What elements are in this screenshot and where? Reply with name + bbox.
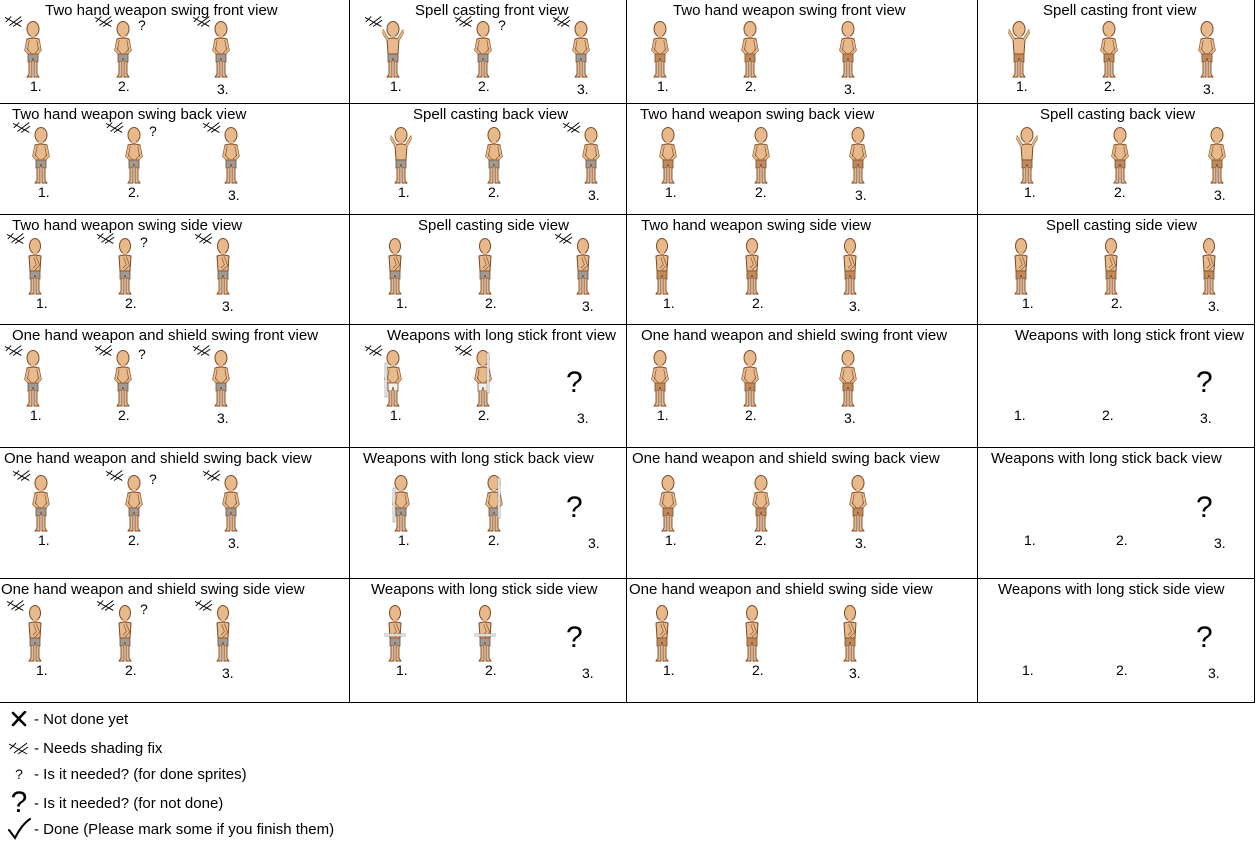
- legend-text-needed-done: - Is it needed? (for done sprites): [34, 765, 247, 783]
- sprite-frame-3: [220, 126, 242, 184]
- grid-cell: [350, 325, 627, 448]
- frame-number: 2.: [128, 184, 140, 200]
- pen-icon: [105, 120, 125, 134]
- cell-title: Spell casting side view: [418, 217, 569, 234]
- pen-icon: [454, 14, 474, 28]
- cell-title: Weapons with long stick back view: [363, 450, 594, 467]
- pen-icon: [4, 14, 24, 28]
- frame-number: 2.: [125, 662, 137, 678]
- sprite-frame-1: [390, 474, 412, 532]
- sprite-frame-2: [474, 237, 496, 295]
- grid-cell: [627, 579, 978, 703]
- sprite-frame-2: [472, 20, 494, 78]
- question-small-icon: ?: [140, 234, 148, 250]
- frame-number: 1.: [657, 78, 669, 94]
- frame-number: 3.: [1203, 81, 1215, 97]
- sprite-frame-2: [750, 126, 772, 184]
- legend-row-needed-not-done: [4, 786, 224, 819]
- cell-title: Weapons with long stick side view: [998, 581, 1225, 598]
- sprite-frame-1: [649, 20, 671, 78]
- sprite-frame-1: [1010, 237, 1032, 295]
- legend-text-not-done: - Not done yet: [34, 710, 129, 728]
- pen-icon: [364, 343, 384, 357]
- pen-icon: [4, 343, 24, 357]
- frame-number: 3.: [849, 298, 861, 314]
- sprite-frame-3: [572, 237, 594, 295]
- frame-number: 1.: [1022, 295, 1034, 311]
- frame-number: 1.: [1016, 78, 1028, 94]
- frame-number: 3.: [844, 410, 856, 426]
- grid-cell: [0, 448, 350, 579]
- sprite-frame-2: [112, 20, 134, 78]
- sprite-frame-3: [212, 604, 234, 662]
- sprite-frame-3: [580, 126, 602, 184]
- frame-number: 2.: [1104, 78, 1116, 94]
- legend-row-not-done: [4, 706, 128, 732]
- grid-cell: [978, 0, 1255, 104]
- pen-icon: [192, 14, 212, 28]
- sprite-frame-2: [739, 349, 761, 407]
- frame-number: 1.: [657, 407, 669, 423]
- grid-cell: [978, 215, 1255, 325]
- sprite-frame-1: [390, 126, 412, 184]
- question-small-icon: ?: [149, 471, 157, 487]
- frame-number: 1.: [663, 295, 675, 311]
- frame-number: 3.: [222, 298, 234, 314]
- frame-number: 2.: [1111, 295, 1123, 311]
- sprite-frame-3: [837, 349, 859, 407]
- frame-number: 1.: [30, 407, 42, 423]
- sprite-frame-1: [649, 349, 671, 407]
- pen-icon: [202, 120, 222, 134]
- sprite-frame-2: [741, 604, 763, 662]
- sprite-frame-2: [114, 604, 136, 662]
- grid-cell: [0, 0, 350, 104]
- frame-number: 3.: [849, 665, 861, 681]
- sprite-frame-1: [1016, 126, 1038, 184]
- question-big-icon: ?: [10, 786, 28, 819]
- question-big-icon: ?: [566, 366, 583, 399]
- frame-number: 3.: [1200, 410, 1212, 426]
- question-big-icon: ?: [566, 491, 583, 524]
- frame-number: 3.: [588, 187, 600, 203]
- grid-cell: [350, 0, 627, 104]
- sprite-frame-1: [651, 237, 673, 295]
- legend-row-done: [4, 816, 334, 842]
- question-big-icon: ?: [1196, 491, 1213, 524]
- legend-text-needed-not-done: - Is it needed? (for not done): [34, 794, 224, 812]
- pen-icon: [96, 598, 116, 612]
- frame-number: 2.: [755, 532, 767, 548]
- frame-number: 3.: [582, 298, 594, 314]
- frame-number: 3.: [855, 535, 867, 551]
- legend-text-shading: - Needs shading fix: [34, 739, 163, 757]
- cell-title: One hand weapon and shield swing front view: [12, 327, 319, 344]
- frame-number: 3.: [228, 535, 240, 551]
- grid-cell: [0, 104, 350, 215]
- frame-number: 1.: [665, 532, 677, 548]
- sprite-frame-2: [483, 126, 505, 184]
- frame-number: 1.: [396, 662, 408, 678]
- sprite-frame-1: [30, 126, 52, 184]
- frame-number: 3.: [577, 81, 589, 97]
- cell-title: Weapons with long stick front view: [387, 327, 616, 344]
- frame-number: 1.: [663, 662, 675, 678]
- sprite-frame-3: [839, 237, 861, 295]
- frame-number: 1.: [390, 78, 402, 94]
- pen-icon: [6, 598, 26, 612]
- sprite-frame-1: [382, 20, 404, 78]
- frame-number: 2.: [125, 295, 137, 311]
- frame-number: 1.: [30, 78, 42, 94]
- sprite-frame-2: [1100, 237, 1122, 295]
- grid-cell: [0, 215, 350, 325]
- frame-number: 3.: [1214, 535, 1226, 551]
- grid-cell: [978, 325, 1255, 448]
- frame-number: 3.: [217, 410, 229, 426]
- frame-number: 1.: [398, 184, 410, 200]
- frame-number: 3.: [577, 410, 589, 426]
- cell-title: One hand weapon and shield swing side view: [629, 581, 933, 598]
- frame-number: 2.: [488, 184, 500, 200]
- sprite-frame-3: [839, 604, 861, 662]
- question-small-icon: ?: [149, 123, 157, 139]
- sprite-frame-1: [384, 237, 406, 295]
- pen-icon: [552, 14, 572, 28]
- pen-icon: [94, 14, 114, 28]
- frame-number: 3.: [582, 665, 594, 681]
- frame-number: 2.: [485, 295, 497, 311]
- frame-number: 1.: [38, 532, 50, 548]
- frame-number: 2.: [1116, 532, 1128, 548]
- grid-cell: [978, 448, 1255, 579]
- cell-title: Two hand weapon swing back view: [12, 106, 247, 123]
- frame-number: 2.: [752, 295, 764, 311]
- grid-cell: [350, 215, 627, 325]
- sprite-frame-1: [651, 604, 673, 662]
- frame-number: 1.: [36, 295, 48, 311]
- cell-title: Weapons with long stick back view: [991, 450, 1222, 467]
- check-icon: [4, 818, 34, 840]
- grid-cell: [627, 325, 978, 448]
- frame-number: 2.: [478, 407, 490, 423]
- frame-number: 1.: [1014, 407, 1026, 423]
- sprite-frame-1: [22, 349, 44, 407]
- sprite-frame-2: [472, 349, 494, 407]
- sprite-frame-1: [384, 604, 406, 662]
- pen-icon: [96, 231, 116, 245]
- grid-cell: [627, 448, 978, 579]
- cell-title: Spell casting back view: [1040, 106, 1196, 123]
- cell-title: Spell casting back view: [413, 106, 569, 123]
- sprite-frame-1: [657, 474, 679, 532]
- grid-cell: [627, 215, 978, 325]
- pen-icon: [554, 231, 574, 245]
- frame-number: 2.: [118, 407, 130, 423]
- frame-number: 2.: [1116, 662, 1128, 678]
- sprite-frame-2: [1109, 126, 1131, 184]
- sprite-frame-3: [847, 474, 869, 532]
- pen-icon: [4, 741, 34, 755]
- frame-number: 1.: [1024, 532, 1036, 548]
- grid-cell: [350, 448, 627, 579]
- frame-number: 1.: [398, 532, 410, 548]
- sprite-frame-2: [114, 237, 136, 295]
- grid-cell: [0, 579, 350, 703]
- sprite-frame-3: [1196, 20, 1218, 78]
- frame-number: 1.: [1022, 662, 1034, 678]
- pen-icon: [12, 468, 32, 482]
- frame-number: 2.: [1114, 184, 1126, 200]
- cross-icon: [4, 711, 34, 727]
- question-big-icon: ?: [1196, 621, 1213, 654]
- frame-number: 2.: [118, 78, 130, 94]
- pen-icon: [12, 120, 32, 134]
- frame-number: 2.: [1102, 407, 1114, 423]
- frame-number: 1.: [36, 662, 48, 678]
- grid-cell: [978, 104, 1255, 215]
- sprite-frame-1: [657, 126, 679, 184]
- cell-title: Weapons with long stick side view: [371, 581, 598, 598]
- frame-number: 3.: [855, 187, 867, 203]
- sprite-frame-2: [483, 474, 505, 532]
- sprite-frame-3: [1206, 126, 1228, 184]
- question-big-icon: ?: [1196, 366, 1213, 399]
- sprite-frame-3: [212, 237, 234, 295]
- cell-title: Two hand weapon swing side view: [12, 217, 243, 234]
- sprite-frame-3: [847, 126, 869, 184]
- pen-icon: [364, 14, 384, 28]
- cell-title: One hand weapon and shield swing back view: [632, 450, 940, 467]
- sprite-frame-2: [123, 474, 145, 532]
- pen-icon: [192, 343, 212, 357]
- grid-cell: [627, 0, 978, 104]
- sprite-frame-1: [1008, 20, 1030, 78]
- sprite-frame-3: [210, 20, 232, 78]
- question-small-icon: ?: [138, 17, 146, 33]
- grid-cell: [978, 579, 1255, 703]
- frame-number: 3.: [844, 81, 856, 97]
- pen-icon: [194, 231, 214, 245]
- legend: [0, 704, 420, 846]
- pen-icon: [94, 343, 114, 357]
- frame-number: 2.: [128, 532, 140, 548]
- sprite-frame-3: [837, 20, 859, 78]
- cell-title: Two hand weapon swing front view: [45, 2, 278, 19]
- sprite-frame-3: [570, 20, 592, 78]
- question-small-icon: ?: [15, 766, 23, 782]
- sprite-frame-2: [741, 237, 763, 295]
- frame-number: 3.: [1208, 298, 1220, 314]
- frame-number: 2.: [755, 184, 767, 200]
- cell-title: Weapons with long stick front view: [1015, 327, 1244, 344]
- sprite-frame-3: [1198, 237, 1220, 295]
- frame-number: 1.: [1024, 184, 1036, 200]
- grid-cell: [627, 104, 978, 215]
- pen-icon: [194, 598, 214, 612]
- frame-number: 3.: [228, 187, 240, 203]
- sprite-frame-2: [112, 349, 134, 407]
- frame-number: 3.: [588, 535, 600, 551]
- sprite-frame-1: [24, 237, 46, 295]
- legend-row-shading: [4, 735, 162, 761]
- frame-number: 1.: [665, 184, 677, 200]
- cell-title: Spell casting side view: [1046, 217, 1197, 234]
- cell-title: One hand weapon and shield swing back view: [4, 450, 312, 467]
- frame-number: 2.: [478, 78, 490, 94]
- frame-number: 2.: [752, 662, 764, 678]
- question-small-icon: ?: [138, 346, 146, 362]
- grid-cell: [350, 104, 627, 215]
- cell-title: Two hand weapon swing side view: [641, 217, 872, 234]
- question-small-icon: ?: [140, 601, 148, 617]
- grid-cell: [350, 579, 627, 703]
- pen-icon: [454, 343, 474, 357]
- question-big-icon: ?: [566, 621, 583, 654]
- frame-number: 2.: [745, 407, 757, 423]
- sprite-frame-1: [382, 349, 404, 407]
- sprite-frame-1: [22, 20, 44, 78]
- sprite-frame-3: [210, 349, 232, 407]
- question-small-icon: ?: [498, 17, 506, 33]
- frame-number: 3.: [1214, 187, 1226, 203]
- legend-text-done: - Done (Please mark some if you finish them): [34, 820, 335, 838]
- frame-number: 1.: [390, 407, 402, 423]
- sprite-frame-3: [220, 474, 242, 532]
- frame-number: 2.: [488, 532, 500, 548]
- frame-number: 3.: [1208, 665, 1220, 681]
- frame-number: 2.: [745, 78, 757, 94]
- pen-icon: [105, 468, 125, 482]
- sprite-frame-2: [123, 126, 145, 184]
- frame-number: 2.: [485, 662, 497, 678]
- pen-icon: [6, 231, 26, 245]
- frame-number: 1.: [396, 295, 408, 311]
- frame-number: 3.: [222, 665, 234, 681]
- cell-title: Two hand weapon swing back view: [640, 106, 875, 123]
- sprite-frame-2: [474, 604, 496, 662]
- sprite-frame-1: [24, 604, 46, 662]
- frame-number: 3.: [217, 81, 229, 97]
- pen-icon: [202, 468, 222, 482]
- sprite-frame-2: [739, 20, 761, 78]
- cell-title: Spell casting front view: [415, 2, 569, 19]
- sprite-frame-1: [30, 474, 52, 532]
- cell-title: Two hand weapon swing front view: [673, 2, 906, 19]
- pen-icon: [562, 120, 582, 134]
- cell-title: Spell casting front view: [1043, 2, 1197, 19]
- frame-number: 1.: [38, 184, 50, 200]
- grid-cell: [0, 325, 350, 448]
- sprite-frame-2: [750, 474, 772, 532]
- sprite-frame-2: [1098, 20, 1120, 78]
- cell-title: One hand weapon and shield swing front view: [641, 327, 948, 344]
- legend-row-needed-done: [4, 761, 247, 787]
- cell-title: One hand weapon and shield swing side view: [1, 581, 305, 598]
